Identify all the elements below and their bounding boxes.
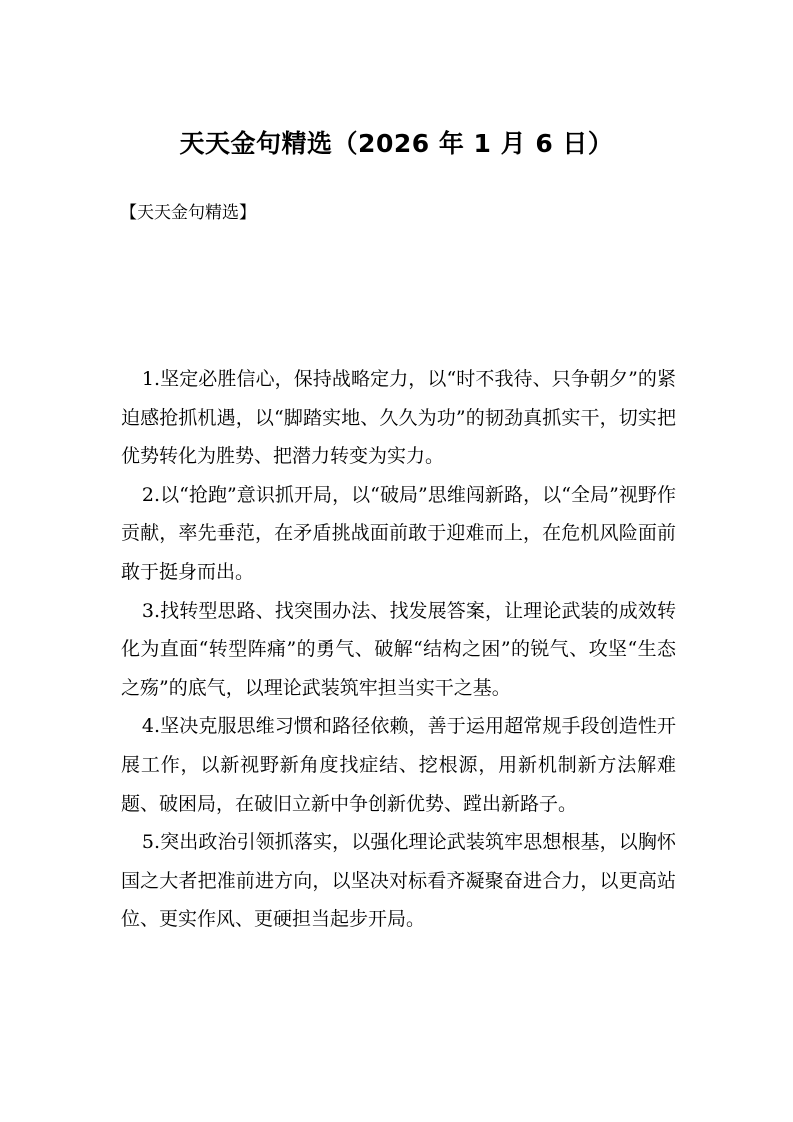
section-tag: 【天天金句精选】 <box>120 203 256 223</box>
document-body <box>121 360 676 939</box>
page-title: 天天金句精选（2026 年 1 月 6 日） <box>179 129 614 158</box>
paragraph-2: 2.以“抢跑”意识抓开局，以“破局”思维闯新路，以“全局”视野作贡献，率先垂范，在矛盾挑战面前敢于迎难而上，在危机风险面前敢于挺身而出。 <box>121 483 676 583</box>
paragraph-1: 1.坚定必胜信心，保持战略定力，以“时不我待、只争朝夕”的紧迫感抢抓机遇，以“脚踏实地、久久为功”的韧劲真抓实干，切实把优势转化为胜势、把潜力转变为实力。 <box>121 368 676 468</box>
paragraph-3: 3.找转型思路、找突围办法、找发展答案，让理论武装的成效转化为直面“转型阵痛”的勇气、破解“结构之困”的锐气、攻坚“生态之殇”的底气，以理论武装筑牢担当实干之基。 <box>121 599 676 699</box>
paragraph-5: 5.突出政治引领抓落实，以强化理论武装筑牢思想根基，以胸怀国之大者把准前进方向，以坚决对标看齐凝聚奋进合力，以更高站位、更实作风、更硬担当起步开局。 <box>121 831 676 931</box>
paragraph-4: 4.坚决克服思维习惯和路径依赖，善于运用超常规手段创造性开展工作，以新视野新角度找症结、挖根源，用新机制新方法解难题、破困局，在破旧立新中争创新优势、蹚出新路子。 <box>121 715 676 815</box>
